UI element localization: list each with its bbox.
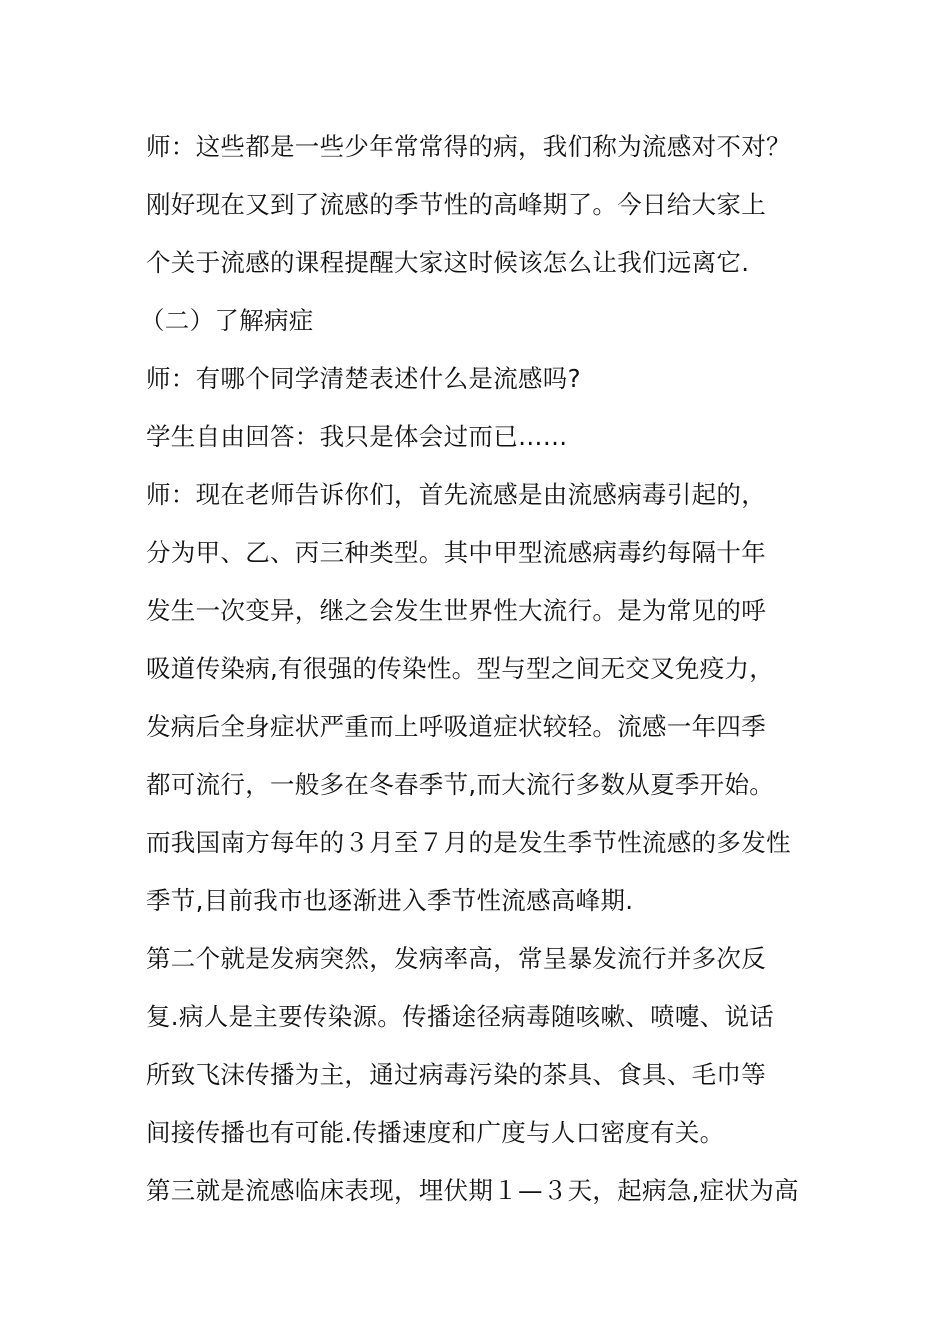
text-line: 师：有哪个同学清楚表述什么是流感吗? xyxy=(146,364,581,393)
text-line: 间接传播也有可能.传播速度和广度与人口密度有关。 xyxy=(146,1118,725,1147)
text-line: 都可流行，一般多在冬春季节,而大流行多数从夏季开始。 xyxy=(146,770,775,799)
text-line: 学生自由回答：我只是体会过而已…… xyxy=(146,422,568,451)
section-heading: （二）了解病症 xyxy=(140,306,314,335)
text-line: 所致飞沫传播为主，通过病毒污染的茶具、食具、毛巾等 xyxy=(146,1060,766,1089)
text-line: 个关于流感的课程提醒大家这时候该怎么让我们远离它. xyxy=(146,248,750,277)
text-line: 复.病人是主要传染源。传播途径病毒随咳嗽、喷嚏、说话 xyxy=(146,1002,775,1031)
text-line: 而我国南方每年的３月至７月的是发生季节性流感的多发性 xyxy=(146,828,791,857)
text-line: 师：现在老师告诉你们，首先流感是由流感病毒引起的， xyxy=(146,480,766,509)
text-line: 刚好现在又到了流感的季节性的高峰期了。今日给大家上 xyxy=(146,190,766,219)
text-line: 第三就是流感临床表现，埋伏期１—３天，起病急,症状为高 xyxy=(146,1176,799,1205)
text-line: 发病后全身症状严重而上呼吸道症状较轻。流感一年四季 xyxy=(146,712,766,741)
text-line: 季节,目前我市也逐渐进入季节性流感高峰期. xyxy=(146,886,634,915)
text-line: 发生一次变异，继之会发生世界性大流行。是为常见的呼 xyxy=(146,596,766,625)
text-line: 第二个就是发病突然，发病率高，常呈暴发流行并多次反 xyxy=(146,944,766,973)
text-line: 分为甲、乙、丙三种类型。其中甲型流感病毒约每隔十年 xyxy=(146,538,766,567)
text-line: 吸道传染病,有很强的传染性。型与型之间无交叉免疫力， xyxy=(146,654,775,683)
text-line: 师：这些都是一些少年常常得的病，我们称为流感对不对？ xyxy=(146,132,791,161)
